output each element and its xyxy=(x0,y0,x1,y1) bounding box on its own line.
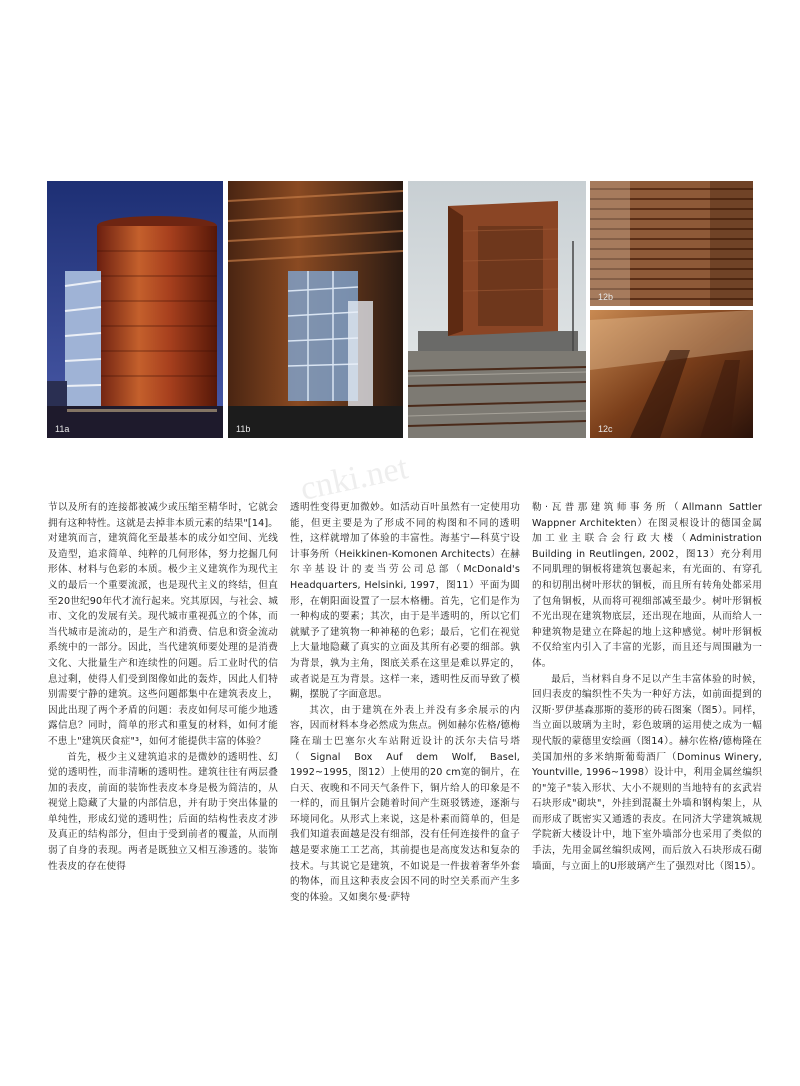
figure-12c xyxy=(590,310,753,438)
figure-11b-label: 11b xyxy=(236,424,251,434)
figure-12c-label: 12c xyxy=(598,424,613,434)
text-column-1 xyxy=(48,500,278,874)
watermark: cnki.net xyxy=(297,449,412,508)
paragraph: 其次，由于建筑在外表上并没有多余展示的内容，因而材料本身必然成为焦点。例如赫尔佐格/德梅隆在瑞士巴塞尔火车站附近设计的沃尔夫信号塔（Signal Box Auf dem Wolf, Basel, 1992~1995，图12）上使用的20 cm宽的铜片，在白天、夜晚和不同天气条件下，铜片给人的印象是不一样的，而且铜片会随着时间产生斑驳锈迹，逐渐与环境同化。从形式上来说，这是朴素而简单的，但是我们知道表面越是没有细部，没有任何连接件的盒子越是要求施工工艺高，其前提也是高度发达和复杂的技术。与其说它是建筑，不如说是一件拔着奢华外套的物体，而且这种表皮会因不同的时空关系而产生多变的体验。又如奥尔曼·萨特 xyxy=(290,704,520,903)
text-column-2 xyxy=(290,500,520,905)
paragraph: 首先，极少主义建筑追求的是微妙的透明性、幻觉的透明性，而非清晰的透明性。建筑往往有两层叠加的表皮，前面的装饰性表皮本身是极为简洁的，从视觉上隐藏了大量的内部信息，并有助于突出体量的单纯性，形成幻觉的透明性；后面的结构性表皮才涉及真正的结构部分，但由于受到前者的覆盖，从而削弱了自身的表现。两者是既独立又相互渗透的。装饰性表皮的存在使得 xyxy=(48,751,278,872)
paragraph: 透明性变得更加微妙。如活动百叶虽然有一定使用功能，但更主要是为了形成不同的构图和不同的透明性，这样就增加了体验的丰富性。海基宁—科莫宁设计事务所（Heikkinen-Komonen Architects）在赫尔辛基设计的麦当劳公司总部（McDonald's Headquarters, Helsinki, 1997，图11）平面为圆形，在朝阳面设置了一层木格栅。首先，它们是作为一种构成的要素；其次，由于是半透明的，所以它们就赋予了建筑物一种神秘的色彩；最后，它们在视觉上大量地隐藏了真实的立面及其所有必要的细部。孰为背景，孰为主角，图底关系在这里是难以界定的，或者说是互为背景。这样一来，透明性反而导致了模糊，摆脱了字面意思。 xyxy=(290,502,520,701)
paragraph: 勒·瓦普那建筑师事务所（Allmann Sattler Wappner Architekten）在图灵根设计的德国金属加工业主联合会行政大楼（Administration Building in Reutlingen, 2002，图13）充分利用不同肌理的铜板将建筑包裹起来，有光面的、有穿孔的和切削出树叶形状的铜板，而且所有转角处都采用了包角铜板，从而将可视细部减至最少。树叶形铜板不光出现在建筑物底层，还出现在地面，从而给人一种建筑物是建立在降起的地上这种感觉。树叶形铜板不仅给室内引入了丰富的光影，而且还与周围融为一体。 xyxy=(532,502,762,669)
text-column-3 xyxy=(532,500,762,874)
paragraph: 最后，当材料自身不足以产生丰富体验的时候，回归表皮的编织性不失为一种好方法，如前面提到的汉斯·罗伊基森那斯的菱形的砖石图案（图5）。同样，当立面以玻璃为主时，彩色玻璃的运用使之成为一幅现代版的蒙德里安绘画（图14）。赫尔佐格/德梅隆在美国加州的多米纳斯葡萄酒厂（Dominus Winery, Yountville, 1996~1998）设计中，利用金属丝编织的"笼子"装入形状、大小不规则的当地特有的玄武岩石块形成"砌块"，外挂到混凝土外墙和钢构架上，从而形成了既密实又通透的表皮。在同济大学建筑城规学院新大楼设计中，地下室外墙部分也采用了类似的手法，先用金属丝编织成网，而后放入石块形成石砌墙面，与立面上的U形玻璃产生了强烈对比（图15）。 xyxy=(532,673,762,872)
figure-12a xyxy=(408,181,586,438)
figure-11b xyxy=(228,181,403,438)
paragraph: 节以及所有的连接都被减少或压缩至精华时，它就会拥有这种特性。这就是去掉非本质元素的结果"[14]。对建筑而言，建筑简化至最基本的成分如空间、光线及造型，追求简单、纯粹的几何形体，努力挖掘几何形体、材料与色彩的本质。极少主义建筑作为现代主义的最后一个重要流派，也是现代主义的终结，但直至20世纪90年代才流行起来。究其原因，与社会、城市、文化的发展有关。现代城市重视孤立的个体，而当代城市是流动的，是生产和消费、信息和资金流动系统中的一部分。因此，当代建筑师要处理的是消费文化、大批量生产和连续性的问题。后工业时代的信息过剩，使得人们受到图像如此的轰炸，因此人们特别需要宁静的建筑。这些问题都集中在建筑表皮上，因此出现了两个矛盾的问题：表皮如何尽可能少地透露信息？同时，简单的形式和重复的材料，如何才能不患上"建筑厌食症"³，如何才能提供丰富的体验？ xyxy=(48,502,278,747)
figure-11a-label: 11a xyxy=(55,424,70,434)
figure-11a xyxy=(47,181,223,438)
figure-12b xyxy=(590,181,753,306)
figure-12b-label: 12b xyxy=(598,292,614,302)
